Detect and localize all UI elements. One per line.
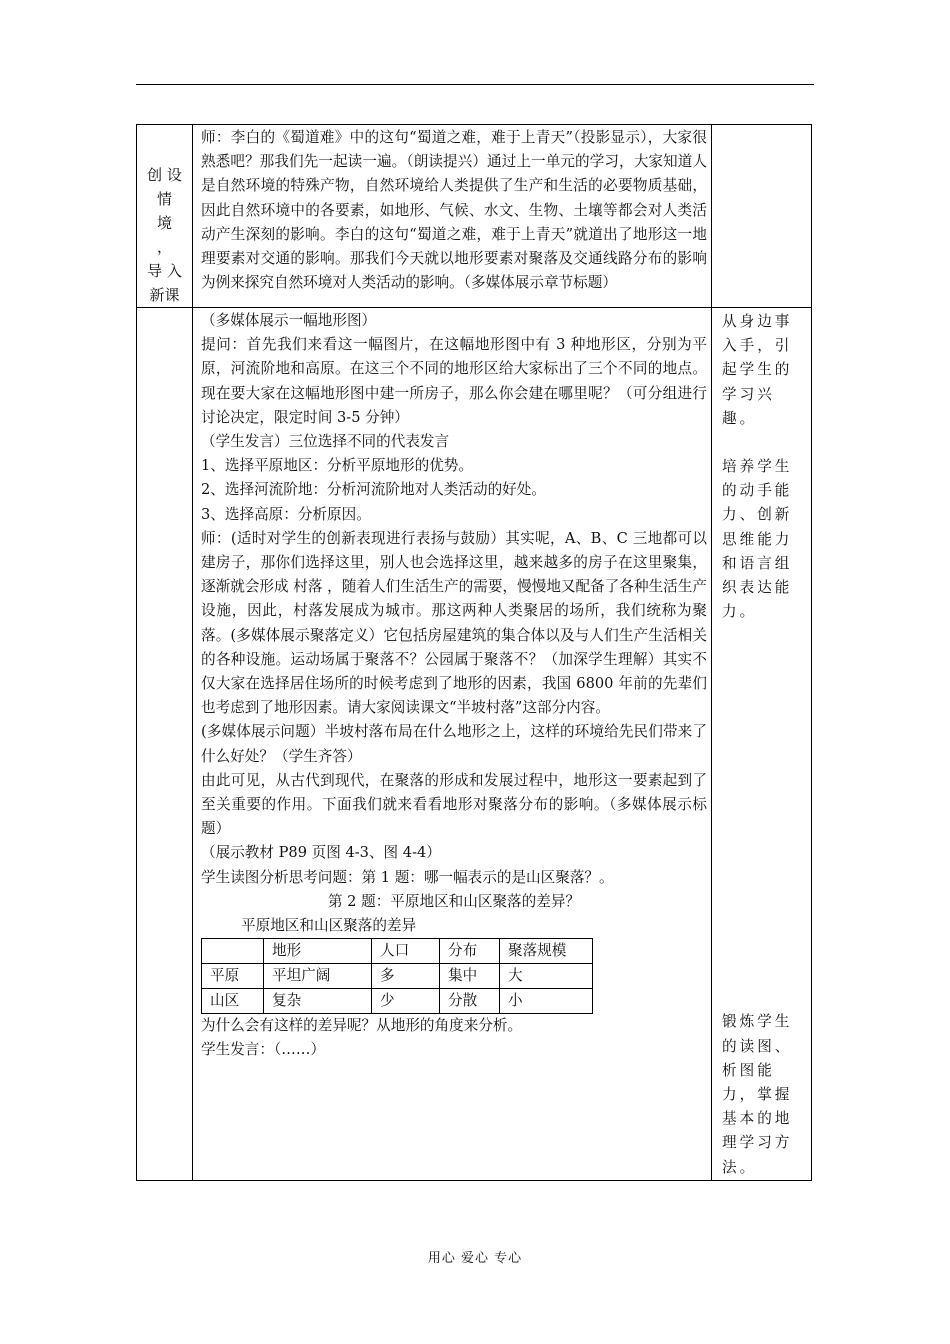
lesson-plan-table <box>136 124 812 1181</box>
table-row: 平原 平坦广阔 多 集中 大 <box>202 964 593 989</box>
teaching-notes <box>712 308 812 1181</box>
table-row: 山区 复杂 少 分散 小 <box>202 989 593 1014</box>
note-map-reading: 锻炼学生的读图、析图能力，掌握基本的地理学习方法。 <box>722 1013 793 1176</box>
question-2: 第 2 题：平原地区和山区聚落的差异？ <box>327 892 581 910</box>
row-main <box>137 308 812 1181</box>
note-abilities: 培养学生的动手能力、创新思维能力和语言组织表达能力。 <box>722 458 793 621</box>
note-interest: 从身边事入手，引起学生的学习兴趣。 <box>722 313 793 427</box>
main-label <box>137 308 193 1181</box>
stage-label: 创 设 情 境 ， 导 入 新课 <box>137 125 193 308</box>
table-title: 平原地区和山区聚落的差异 <box>241 917 417 935</box>
table-header-row: 地形 人口 分布 聚落规模 <box>202 939 593 964</box>
page-footer: 用心 爱心 专心 <box>427 1251 523 1266</box>
main-text: （多媒体展示一幅地形图） 提问：首先我们来看这一幅图片，在这幅地形图中有 3 种地形区，分别为平原，河流阶地和高原。在这三个不同的地形区给大家标出了三个不同的地点。现在要大家在这幅地形图中建一所房子，那么你会建在哪里呢？（可分组进行讨论决定，限定时间 3-5 分钟） （学生发言）三位选择不同的代表发言 1、选择平原地区：分析平原地形的优势。 2、选择河流阶地：分析河流阶地对人类活动的好处。 3、选择高原：分析原因。 师：(适时对学生的创新表现进行表扬与鼓励）其实呢，A、B、C 三地都可以建房子，那你们选择这里，别人也会选择这里，越来越多的房子在这里聚集，逐渐就会形成 村落 ，随着人们生活生产的需要，慢慢地又配备了各种生活生产设施，因此，村落发展成为城市。那这两种人类聚居的场所，我们统称为聚落。(多媒体展示聚落定义）它包括房屋建筑的集合体以及与人们生产生活相关的各种设施。运动场属于聚落不？公园属于聚落不？（加深学生理解）其实不仅大家在选择居住场所的时候考虑到了地形的因素，我国 6800 年前的先辈们也考虑到了地形因素。请大家阅读课文“半坡村落”这部分内容。 (多媒体展示问题）半坡村落布局在什么地形之上，这样的环境给先民们带来了什么好处？（学生齐答） 由此可见，从古代到现代，在聚落的形成和发展过程中，地形这一要素起到了至关重要的作用。下面我们就来看看地形对聚落分布的影响。（多媒体展示标题） （展示教材 P89 页图 4-3、图 4-4） 学生读图分析思考问题：第 1 题：哪一幅表示的是山区聚落？。 第 2 题：平原地区和山区聚落的差异？ 平原地区和山区聚落的差异 地形 人口 分布 聚落规模 平原 平坦广阔 多 集中 大 山区 复杂 少 分散 小 为什么会有这样的差异呢？从地形的角度来分析。 学生发言：（……） <box>193 308 712 1181</box>
intro-text: 师：李白的《蜀道难》中的这句“蜀道之难，难于上青天”（投影显示），大家很熟悉吧？那我们先一起读一遍。（朗读提兴）通过上一单元的学习，大家知道人是自然环境的特殊产物，自然环境给人类提供了生产和生活的必要物质基础，因此自然环境中的各要素，如地形、气候、水文、生物、土壤等都会对人类活动产生深刻的影响。李白的这句“蜀道之难，难于上青天”就道出了地形这一地理要素对交通的影响。那我们今天就以地形要素对聚落及交通线路分布的影响为例来探究自然环境对人类活动的影响。（多媒体展示章节标题） <box>193 125 712 308</box>
comparison-table <box>201 938 593 1014</box>
intro-note <box>712 125 812 308</box>
header-rule <box>136 84 814 85</box>
row-intro <box>137 125 812 308</box>
